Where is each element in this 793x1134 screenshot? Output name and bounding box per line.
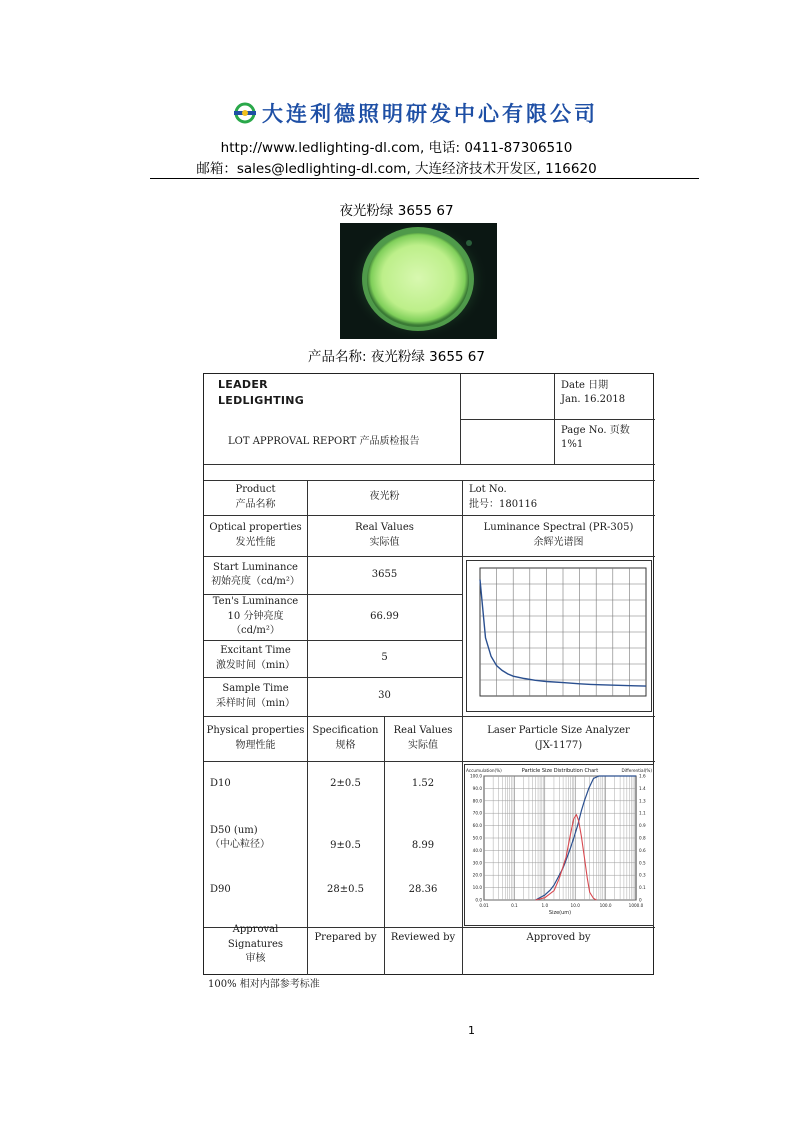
d50-label-cn: （中心粒径） xyxy=(210,839,270,850)
brand-block xyxy=(218,376,448,410)
product-value: 夜光粉 xyxy=(369,491,400,503)
y-tick-right-label: 1.3 xyxy=(639,798,646,804)
product-photo xyxy=(340,223,497,339)
y-tick-left-label: 20.0 xyxy=(472,872,482,878)
y-tick-right-label: 0.3 xyxy=(639,872,646,878)
y-tick-left-label: 60.0 xyxy=(472,823,482,829)
x-tick-label: 100.0 xyxy=(599,903,612,908)
y-tick-right-label: 1.6 xyxy=(639,773,646,779)
sample-en: Sample Time xyxy=(222,683,289,694)
optical-en: Optical properties xyxy=(209,522,302,533)
luminance-decay-chart xyxy=(466,560,652,712)
company-name: 大连利德照明研发中心有限公司 xyxy=(262,101,598,126)
lot-value: 批号：180116 xyxy=(469,498,538,510)
glow-powder-image xyxy=(340,223,497,339)
laser-en: Laser Particle Size Analyzer xyxy=(487,725,630,736)
x-tick-label: 0.01 xyxy=(479,903,489,908)
page-number: 1 xyxy=(468,1024,475,1037)
contact-line: http://www.ledlighting-dl.com, 电话: 0411-87306510 xyxy=(220,140,573,156)
y-tick-left-label: 40.0 xyxy=(472,847,482,853)
y-axis-left-label: Accumulation(%) xyxy=(466,768,502,773)
spec-en: Specification xyxy=(312,725,379,736)
y-tick-right-label: 1.1 xyxy=(639,810,646,816)
date-cell xyxy=(561,376,653,410)
laser-cn: (JX-1177) xyxy=(534,739,583,751)
x-tick-label: 1.0 xyxy=(541,903,549,908)
date-label: Date 日期 xyxy=(561,379,609,391)
particle-size-chart xyxy=(464,764,654,926)
product-label-cn: 产品名称 xyxy=(235,498,276,510)
real-values-header xyxy=(307,515,462,556)
optical-cn: 发光性能 xyxy=(235,536,276,548)
x-axis-label: Size(um) xyxy=(548,910,572,916)
prepared-by: Prepared by xyxy=(314,931,377,943)
sample-time-label xyxy=(204,677,307,716)
d50-spec: 9±0.5 xyxy=(330,839,361,851)
y-tick-left-label: 90.0 xyxy=(472,785,482,791)
x-tick-label: 0.1 xyxy=(511,903,518,908)
brand-line-2: LEDLIGHTING xyxy=(218,394,305,407)
ten-lum-cn2: （cd/m²） xyxy=(231,625,280,637)
sample-time-value: 30 xyxy=(378,690,391,702)
excitant-cn: 激发时间（min） xyxy=(215,659,296,671)
phys-real-en: Real Values xyxy=(393,725,453,736)
excitant-en: Excitant Time xyxy=(220,645,291,656)
y-tick-right-label: 0.9 xyxy=(639,823,646,829)
product-title: 夜光粉绿 3655 67 xyxy=(339,203,454,219)
chart-frame xyxy=(465,765,654,926)
y-tick-right-label: 0.5 xyxy=(639,860,646,866)
product-label-cell xyxy=(204,480,307,515)
phys-real-cn: 实际值 xyxy=(408,739,438,751)
page-label: Page No. 页数 xyxy=(561,424,630,436)
y-tick-left-label: 30.0 xyxy=(472,860,482,866)
physical-en: Physical properties xyxy=(206,725,305,736)
physical-header xyxy=(204,716,307,761)
physical-cn: 物理性能 xyxy=(235,739,276,751)
page-value: 1%1 xyxy=(561,439,584,450)
start-lum-cn: 初始亮度（cd/m²） xyxy=(211,576,300,587)
lot-label: Lot No. xyxy=(469,484,507,495)
company-logo-icon xyxy=(232,100,258,126)
d90-spec: 28±0.5 xyxy=(326,883,364,895)
phys-real-header xyxy=(384,716,462,761)
ten-lum-en: Ten's Luminance xyxy=(212,596,299,608)
x-tick-label: 10.0 xyxy=(570,903,580,908)
start-luminance-label xyxy=(204,556,307,594)
y-tick-right-label: 1.4 xyxy=(639,785,646,791)
product-caption: 产品名称: 夜光粉绿 3655 67 xyxy=(308,349,485,365)
y-tick-right-label: 0.1 xyxy=(639,885,646,891)
approval-label xyxy=(204,924,307,965)
spectral-header xyxy=(462,515,655,556)
reviewed-by: Reviewed by xyxy=(390,931,456,943)
product-label-en: Product xyxy=(235,484,276,495)
d50-value: 8.99 xyxy=(411,839,435,851)
y-tick-left-label: 70.0 xyxy=(472,810,482,816)
y-tick-right-label: 0.6 xyxy=(639,847,646,853)
real-en: Real Values xyxy=(355,522,414,533)
header-divider xyxy=(150,178,699,179)
date-value: Jan. 16.2018 xyxy=(561,394,626,405)
excitant-time-value: 5 xyxy=(381,652,388,664)
approval-en: Approval Signatures xyxy=(227,924,284,950)
d90-label: D90 xyxy=(210,883,231,895)
y-tick-left-label: 0.0 xyxy=(475,897,482,903)
y-tick-left-label: 10.0 xyxy=(472,885,482,891)
y-tick-left-label: 100.0 xyxy=(470,773,482,779)
company-header xyxy=(232,98,612,128)
real-cn: 实际值 xyxy=(369,536,400,548)
approval-cn: 审核 xyxy=(245,953,266,965)
brand-line-1: LEADER xyxy=(218,378,268,392)
sample-cn: 采样时间（min） xyxy=(215,697,296,709)
laser-header xyxy=(462,716,655,761)
y-tick-right-label: 0.8 xyxy=(639,835,646,841)
start-lum-en: Start Luminance xyxy=(213,561,298,573)
lot-approval-report xyxy=(203,373,654,975)
footnote: 100% 相对内部参考标准 xyxy=(208,979,320,990)
d10-value: 1.52 xyxy=(411,777,435,789)
d50-label-cell xyxy=(210,820,305,856)
page-cell xyxy=(561,421,653,455)
spec-cn: 规格 xyxy=(335,739,356,751)
d90-value: 28.36 xyxy=(408,883,438,895)
optical-header xyxy=(204,515,307,556)
d10-label: D10 xyxy=(210,777,231,789)
excitant-time-label xyxy=(204,640,307,677)
y-axis-right-label: Differential(%) xyxy=(621,768,652,773)
y-tick-left-label: 80.0 xyxy=(472,798,482,804)
x-tick-label: 1000.0 xyxy=(628,903,644,908)
report-title: LOT APPROVAL REPORT 产品质检报告 xyxy=(228,435,420,447)
address-line: 邮箱：sales@ledlighting-dl.com, 大连经济技术开发区, 116620 xyxy=(196,161,597,177)
lot-cell xyxy=(469,480,649,515)
d10-spec: 2±0.5 xyxy=(330,777,361,789)
start-luminance-value: 3655 xyxy=(371,568,398,580)
y-tick-right-label: 0 xyxy=(639,897,642,903)
spectral-cn: 余辉光谱图 xyxy=(533,536,584,548)
ten-lum-cn1: 10 分钟亮度 xyxy=(227,610,284,622)
ten-luminance-label xyxy=(204,594,307,640)
specification-header xyxy=(307,716,384,761)
ten-luminance-value: 66.99 xyxy=(370,610,399,622)
chart-title: Particle Size Distribution Chart xyxy=(521,768,599,774)
y-tick-left-label: 50.0 xyxy=(472,835,482,841)
spectral-en: Luminance Spectral (PR-305) xyxy=(483,522,634,533)
d50-label: D50 (um) xyxy=(210,824,258,836)
chart-frame xyxy=(467,561,652,712)
approved-by: Approved by xyxy=(526,931,591,943)
